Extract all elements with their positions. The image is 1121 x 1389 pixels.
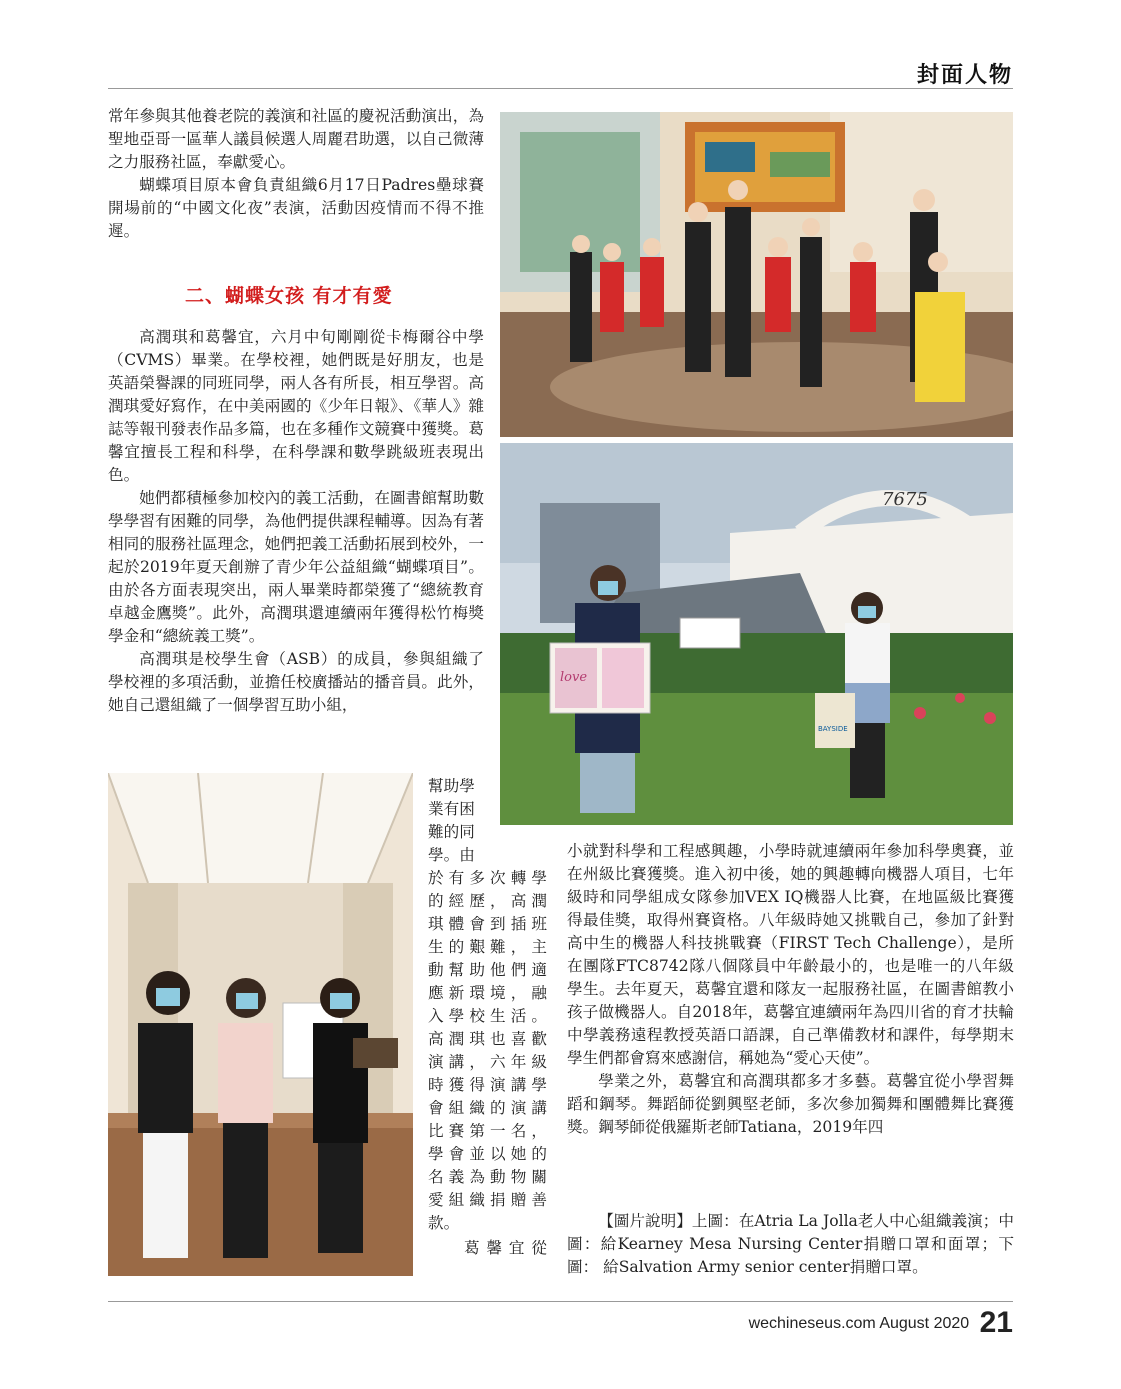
narrow-line: 演講，六年級 — [428, 1053, 548, 1071]
header-rule — [108, 88, 1013, 89]
narrow-line: 愛組織捐贈善 — [428, 1191, 548, 1209]
paragraph: 小就對科學和工程感興趣，小學時就連續兩年參加科學奧賽，並在州級比賽獲獎。進入初中後，她的興趣轉向機器人項目，七年級時和同學組成女隊參加VEX IQ機器人比賽，在地區級比賽獲得最佳獎，取得州賽資格。八年級時她又挑戰自己，參加了針對高中生的機器人科技挑戰賽（FIRST Tech Challenge），是所在團隊FTC8742隊八個隊員中年齡最小的，也是唯一的八年級學生。去年夏天，葛馨宜還和隊友一起服務社區，在圖書館教小孩子做機器人。自2018年，葛馨宜連續兩年為四川省的育才扶輪中學義務遠程教授英語口語課，自己準備教材和課件，每學期末學生們都會寫來感謝信，稱她為“愛心天使”。 — [567, 842, 1014, 1067]
bag-label: BAYSIDE — [818, 725, 848, 733]
narrow-line: 時獲得演講學 — [428, 1076, 548, 1094]
publication-site: wechineseus.com August 2020 — [748, 1315, 970, 1332]
narrow-line: 學。由 — [428, 846, 475, 864]
section-heading: 二、蝴蝶女孩 有才有愛 — [185, 285, 393, 307]
article-body-right — [567, 840, 1014, 1139]
narrow-line: 幫助學 — [428, 777, 475, 795]
narrow-line: 琪體會到插班 — [428, 915, 548, 933]
narrow-column — [428, 775, 548, 1260]
caption-text: 【圖片說明】上圖：在Atria La Jolla老人中心組織義演；中圖：給Kearney Mesa Nursing Center捐贈口罩和面罩；下圖： 給Salvation Army senior center捐贈口罩。 — [567, 1212, 1014, 1276]
page-number: 21 — [979, 1306, 1013, 1339]
performance-illustration — [500, 112, 1013, 437]
narrow-line: 難的同 — [428, 823, 475, 841]
photo-caption — [567, 1210, 1014, 1279]
narrow-line: 名義為動物關 — [428, 1168, 548, 1186]
salvation-army-illustration — [108, 773, 413, 1276]
narrow-line: 款。 — [428, 1214, 460, 1232]
narrow-line: 比賽第一名， — [428, 1122, 548, 1140]
narrow-line: 高潤琪也喜歡 — [428, 1030, 548, 1048]
narrow-line: 於有多次轉學 — [428, 869, 548, 887]
photo-salvation-army — [108, 773, 413, 1276]
nursing-center-illustration — [500, 443, 1013, 825]
page-footer — [749, 1306, 1013, 1340]
article-intro — [108, 105, 484, 243]
narrow-line: 動幫助他們適 — [428, 961, 548, 979]
paragraph: 常年參與其他養老院的義演和社區的慶祝活動演出，為聖地亞哥一區華人議員候選人周麗君助選，以自己微薄之力服務社區，奉獻愛心。 — [108, 107, 484, 171]
narrow-line: 的經歷，高潤 — [428, 892, 548, 910]
footer-rule — [108, 1301, 1013, 1302]
narrow-line: 生的艱難，主 — [428, 938, 548, 956]
narrow-line: 應新環境，融 — [428, 984, 548, 1002]
photo-nursing-center — [500, 443, 1013, 825]
section-title: 封面人物 — [916, 63, 1013, 88]
narrow-line: 葛馨宜從 — [464, 1239, 548, 1257]
narrow-line: 會組織的演講 — [428, 1099, 548, 1117]
narrow-line: 學會並以她的 — [428, 1145, 548, 1163]
narrow-line: 業有困 — [428, 800, 475, 818]
paragraph: 高潤琪和葛馨宜，六月中旬剛剛從卡梅爾谷中學（CVMS）畢業。在學校裡，她們既是好朋友，也是英語榮譽課的同班同學，兩人各有所長，相互學習。高潤琪愛好寫作，在中美兩國的《少年日報》、《華人》雜誌等報刊發表作品多篇，也在多種作文競賽中獲獎。葛馨宜擅長工程和科學，在科學課和數學跳級班表現出色。 — [108, 328, 484, 484]
paragraph: 高潤琪是校學生會（ASB）的成員，參與組織了學校裡的多項活動，並擔任校廣播站的播音員。此外，她自己還組織了一個學習互助小組， — [108, 650, 484, 714]
paragraph: 學業之外，葛馨宜和高潤琪都多才多藝。葛馨宜從小學習舞蹈和鋼琴。舞蹈師從劉興堅老師，多次參加獨舞和團體舞比賽獲獎。鋼琴師從俄羅斯老師Tatiana，2019年四 — [567, 1072, 1014, 1136]
paragraph: 她們都積極參加校內的義工活動，在圖書館幫助數學學習有困難的同學，為他們提供課程輔導。因為有著相同的服務社區理念，她們把義工活動拓展到校外，一起於2019年夏天創辦了青少年公益組織“蝴蝶項目”。由於各方面表現突出，兩人畢業時都榮獲了“總統教育卓越金鷹獎”。此外，高潤琪還連續兩年獲得松竹梅獎學金和“總統義工獎”。 — [108, 489, 484, 645]
article-body-left — [108, 326, 484, 717]
house-number: 7675 — [882, 489, 928, 510]
box-label: love — [560, 670, 588, 685]
narrow-line: 入學校生活。 — [428, 1007, 548, 1025]
paragraph: 蝴蝶項目原本會負責組織6月17日Padres壘球賽開場前的“中國文化夜”表演，活動因疫情而不得不推遲。 — [108, 176, 484, 240]
photo-performance — [500, 112, 1013, 437]
